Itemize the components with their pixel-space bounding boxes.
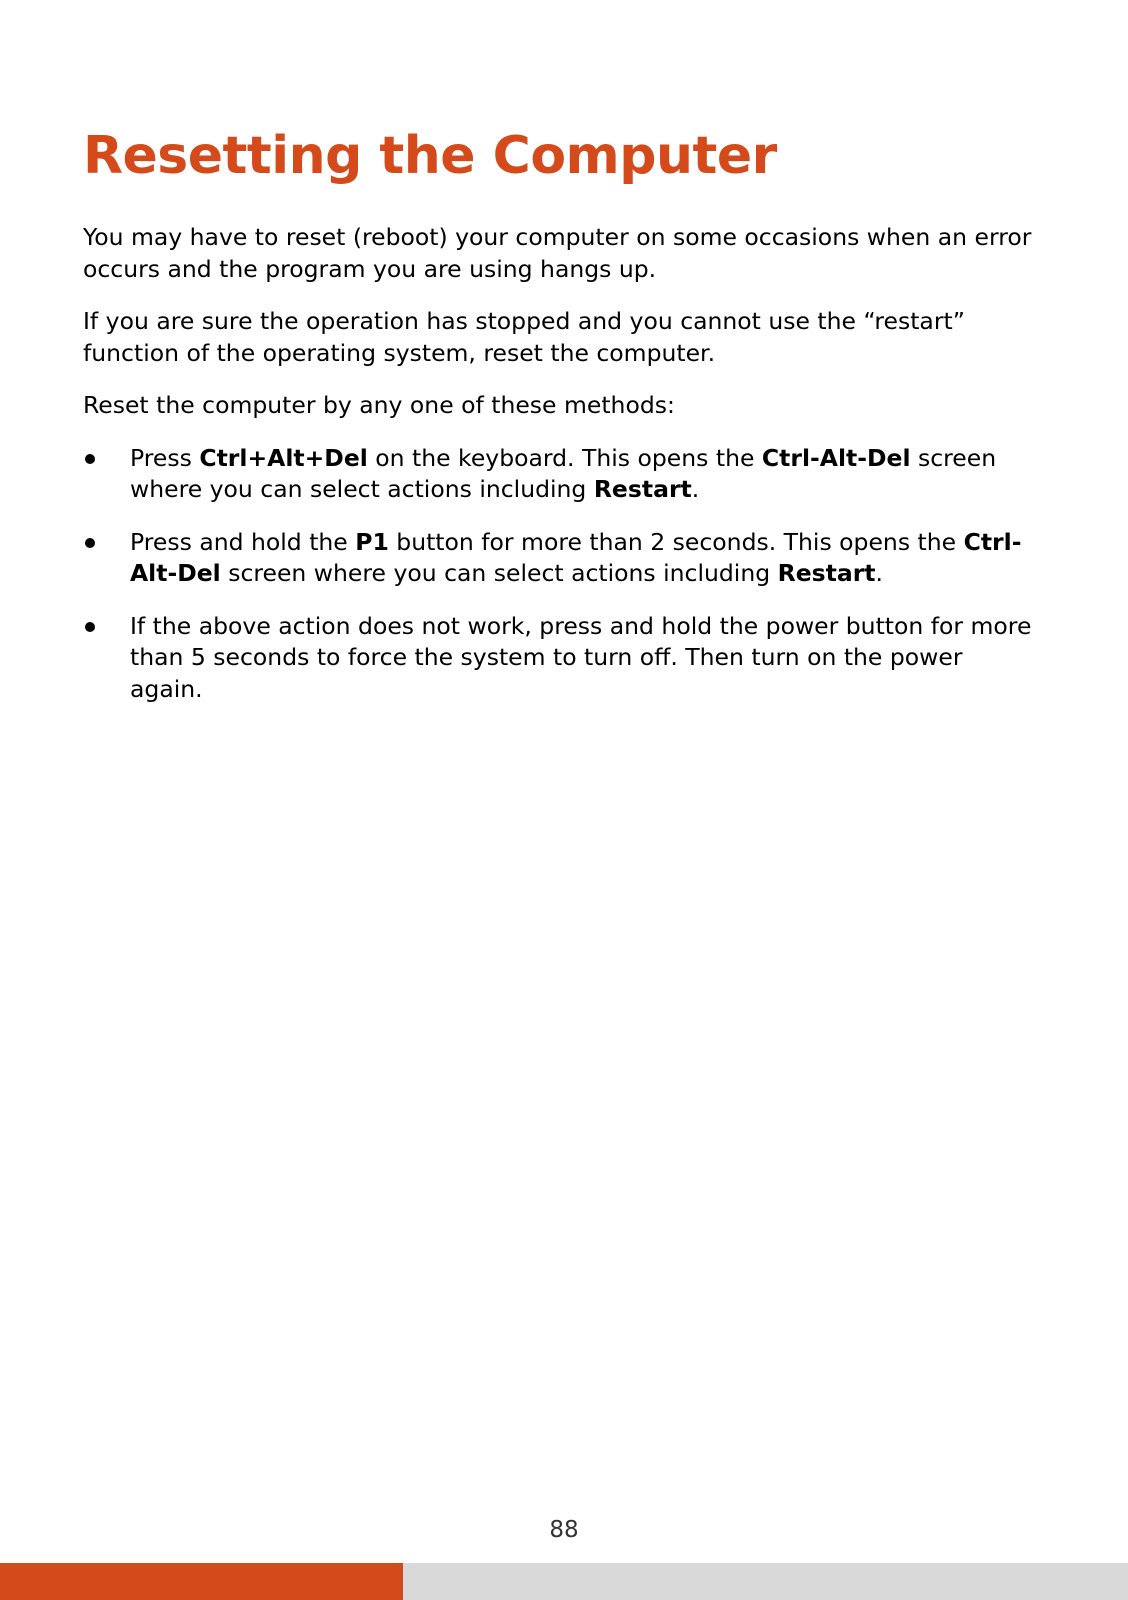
button-name-label: P1 <box>355 527 389 556</box>
bullet-text: . <box>691 475 700 503</box>
restart-paragraph: If you are sure the operation has stopped and you cannot use the “restart” function of the operating system, reset the computer. <box>83 307 965 367</box>
bullet-text: screen where you can select actions including <box>130 443 997 503</box>
page-body <box>83 222 1033 726</box>
intro-paragraph: You may have to reset (reboot) your computer on some occasions when an error occurs and the program you are using hangs up. <box>83 223 1032 283</box>
bullet-text: . <box>875 559 884 587</box>
bullet-text: screen where you can select actions including <box>220 559 778 587</box>
bullet-text: Press <box>130 443 200 472</box>
key-combo-label: Ctrl+Alt+Del <box>199 443 368 472</box>
bullet-text: Press and hold the <box>130 527 356 556</box>
bullet-icon <box>85 454 95 464</box>
page-title: Resetting the Computer <box>83 126 777 186</box>
action-name-label: Restart <box>593 475 692 503</box>
footer-accent-bar <box>0 1563 403 1600</box>
bullet-icon <box>85 622 95 632</box>
footer-grey-bar <box>403 1563 1128 1600</box>
list-item <box>83 527 1033 590</box>
methods-intro-paragraph: Reset the computer by any one of these methods: <box>83 391 675 419</box>
bullet-icon <box>85 538 95 548</box>
bullet-text: button for more than 2 seconds. This opens the <box>388 527 964 556</box>
action-name-label: Restart <box>777 559 876 587</box>
reset-methods-list <box>83 443 1033 706</box>
screen-name-label: Ctrl-Alt-Del <box>130 527 1022 587</box>
page-number: 88 <box>549 1517 579 1543</box>
list-item <box>83 611 1033 706</box>
bullet-text: If the above action does not work, press and hold the power button for more than 5 seconds to force the system to turn off. Then turn on the power again. <box>130 611 1032 703</box>
list-item <box>83 443 1033 506</box>
screen-name-label: Ctrl-Alt-Del <box>761 443 911 472</box>
bullet-text: on the keyboard. This opens the <box>367 443 762 472</box>
